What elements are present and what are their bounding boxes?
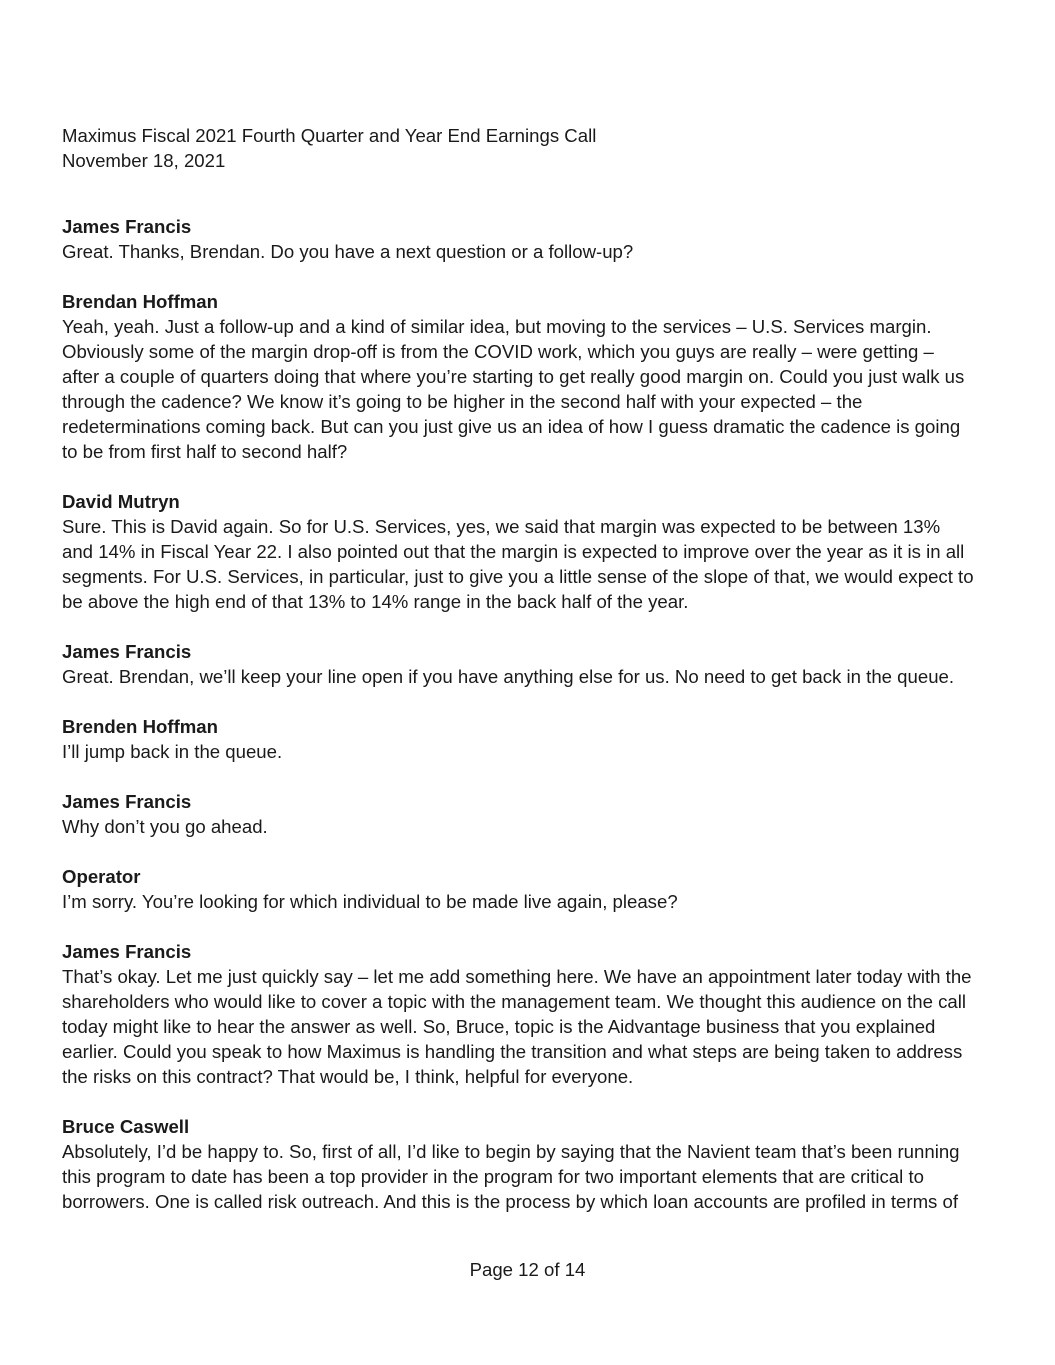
speech-line: shareholders who would like to cover a topic with the management team. We thought this audience on the call — [62, 991, 967, 1012]
speaker-name: Operator — [62, 866, 141, 887]
transcript-entry — [62, 714, 1002, 764]
speech-line: borrowers. One is called risk outreach. And this is the process by which loan accounts are profiled in terms of — [62, 1191, 959, 1212]
document-date: November 18, 2021 — [62, 150, 226, 171]
speech-line: Great. Brendan, we’ll keep your line open if you have anything else for us. No need to get back in the queue. — [62, 666, 955, 687]
speech-line: segments. For U.S. Services, in particular, just to give you a little sense of the slope of that, we would expect to — [62, 566, 974, 587]
transcript-entry — [62, 489, 1002, 614]
transcript-entry — [62, 1114, 1002, 1214]
transcript-entry — [62, 289, 1002, 464]
speech-line: redeterminations coming back. But can you just give us an idea of how I guess dramatic the cadence is going — [62, 416, 961, 437]
speech-line: I’ll jump back in the queue. — [62, 741, 283, 762]
speech-line: earlier. Could you speak to how Maximus is handling the transition and what steps are being taken to address — [62, 1041, 963, 1062]
speaker-name: Bruce Caswell — [62, 1116, 190, 1137]
speech-line: I’m sorry. You’re looking for which individual to be made live again, please? — [62, 891, 678, 912]
speaker-name: James Francis — [62, 216, 192, 237]
speech-line: Sure. This is David again. So for U.S. Services, yes, we said that margin was expected to be between 13% — [62, 516, 941, 537]
speech-line: Great. Thanks, Brendan. Do you have a next question or a follow-up? — [62, 241, 634, 262]
speech-line: through the cadence? We know it’s going to be higher in the second half with your expected – the — [62, 391, 863, 412]
page-number: Page 12 of 14 — [469, 1259, 586, 1280]
speech-line: Yeah, yeah. Just a follow-up and a kind of similar idea, but moving to the services – U.S. Services margin. — [62, 316, 932, 337]
speaker-name: Brendan Hoffman — [62, 291, 218, 312]
transcript-entry — [62, 639, 1002, 689]
speaker-name: David Mutryn — [62, 491, 180, 512]
speech-line: That’s okay. Let me just quickly say – let me add something here. We have an appointment later today with the — [62, 966, 972, 987]
transcript-entry — [62, 214, 1002, 264]
transcript-entry — [62, 789, 1002, 839]
speech-line: this program to date has been a top provider in the program for two important elements that are critical to — [62, 1166, 924, 1187]
speech-line: the risks on this contract? That would be, I think, helpful for everyone. — [62, 1066, 634, 1087]
speaker-name: James Francis — [62, 791, 192, 812]
transcript-body — [62, 214, 1002, 1239]
speech-line: and 14% in Fiscal Year 22. I also pointed out that the margin is expected to improve over the year as it is in all — [62, 541, 965, 562]
transcript-entry — [62, 864, 1002, 914]
speech-line: be above the high end of that 13% to 14% range in the back half of the year. — [62, 591, 689, 612]
speaker-name: James Francis — [62, 641, 192, 662]
speech-line: after a couple of quarters doing that where you’re starting to get really good margin on. Could you just walk us — [62, 366, 965, 387]
speaker-name: James Francis — [62, 941, 192, 962]
transcript-entry — [62, 939, 1002, 1089]
document-header — [62, 123, 1002, 173]
speech-line: Why don’t you go ahead. — [62, 816, 268, 837]
speech-line: to be from first half to second half? — [62, 441, 348, 462]
speech-line: Obviously some of the margin drop-off is from the COVID work, which you guys are really – were getting – — [62, 341, 934, 362]
document-title: Maximus Fiscal 2021 Fourth Quarter and Year End Earnings Call — [62, 125, 597, 146]
speech-line: today might like to hear the answer as well. So, Bruce, topic is the Aidvantage business that you explained — [62, 1016, 936, 1037]
speech-line: Absolutely, I’d be happy to. So, first of all, I’d like to begin by saying that the Navient team that’s been running — [62, 1141, 960, 1162]
speaker-name: Brenden Hoffman — [62, 716, 218, 737]
